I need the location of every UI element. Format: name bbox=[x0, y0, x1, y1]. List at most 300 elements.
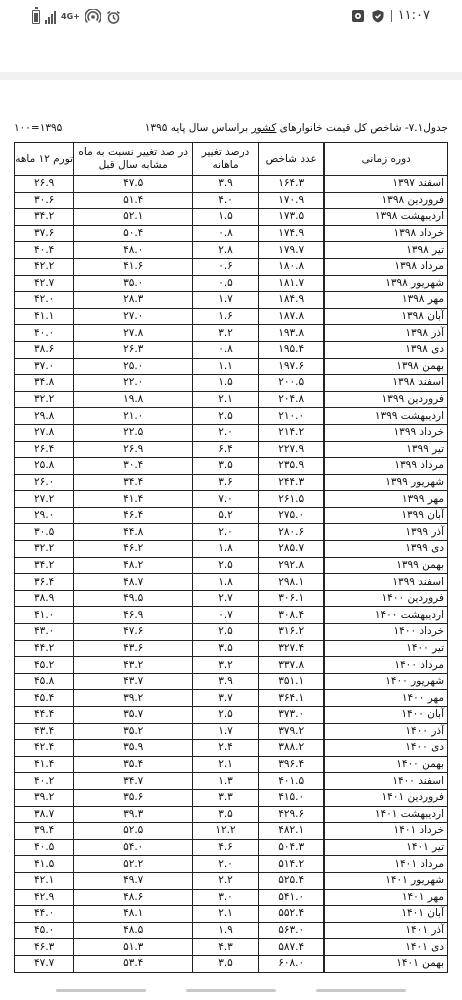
cell-monthly-change: ۳.۰ bbox=[193, 889, 259, 906]
cell-period: فروردین ۱۳۹۸ bbox=[324, 192, 447, 209]
cell-inflation-12m: ۴۱.۰ bbox=[15, 607, 74, 624]
cell-period: خرداد ۱۳۹۹ bbox=[324, 424, 447, 441]
cell-yoy-change: ۴۱.۶ bbox=[74, 258, 193, 275]
header-inflation-12m: تورم ۱۲ ماهه bbox=[15, 143, 74, 176]
table-row bbox=[15, 524, 448, 541]
cell-period: خرداد ۱۳۹۸ bbox=[324, 225, 447, 242]
caption-text-after: براساس سال پایه ۱۳۹۵ bbox=[144, 122, 252, 134]
cell-yoy-change: ۵۴.۰ bbox=[74, 839, 193, 856]
cell-index: ۲۱۴.۲ bbox=[258, 424, 324, 441]
status-time: ۱۱:۰۷ bbox=[397, 8, 430, 23]
cell-monthly-change: ۱.۷ bbox=[193, 723, 259, 740]
cell-monthly-change: ۲.۵ bbox=[193, 707, 259, 724]
cell-monthly-change: ۰.۷ bbox=[193, 607, 259, 624]
cell-index: ۵۸۷.۴ bbox=[258, 939, 324, 956]
cell-period: آذر ۱۳۹۸ bbox=[324, 325, 447, 342]
table-row bbox=[15, 607, 448, 624]
cell-inflation-12m: ۳۰.۵ bbox=[15, 524, 74, 541]
table-row bbox=[15, 275, 448, 292]
cell-yoy-change: ۵۰.۴ bbox=[74, 225, 193, 242]
cell-inflation-12m: ۴۰.۲ bbox=[15, 773, 74, 790]
cell-monthly-change: ۲.۰ bbox=[193, 524, 259, 541]
cell-monthly-change: ۱.۳ bbox=[193, 773, 259, 790]
cell-period: شهریور ۱۳۹۸ bbox=[324, 275, 447, 292]
cell-period: اسفند ۱۳۹۹ bbox=[324, 574, 447, 591]
cell-index: ۲۸۵.۷ bbox=[258, 541, 324, 558]
cell-yoy-change: ۴۶.۹ bbox=[74, 607, 193, 624]
cell-yoy-change: ۵۱.۳ bbox=[74, 939, 193, 956]
cell-index: ۴۰۱.۵ bbox=[258, 773, 324, 790]
cell-inflation-12m: ۴۶.۳ bbox=[15, 939, 74, 956]
cell-monthly-change: ۲.۰ bbox=[193, 856, 259, 873]
cell-yoy-change: ۴۷.۵ bbox=[74, 176, 193, 193]
cell-inflation-12m: ۳۴.۲ bbox=[15, 209, 74, 226]
cell-index: ۳۱۶.۲ bbox=[258, 624, 324, 641]
table-row bbox=[15, 474, 448, 491]
cell-yoy-change: ۴۳.۶ bbox=[74, 640, 193, 657]
cell-yoy-change: ۲۸.۳ bbox=[74, 292, 193, 309]
cell-inflation-12m: ۳۴.۲ bbox=[15, 557, 74, 574]
cell-inflation-12m: ۴۷.۷ bbox=[15, 955, 74, 972]
cell-yoy-change: ۴۸.۵ bbox=[74, 922, 193, 939]
cell-monthly-change: ۰.۵ bbox=[193, 275, 259, 292]
cell-monthly-change: ۳.۹ bbox=[193, 176, 259, 193]
cell-period: مهر ۱۳۹۸ bbox=[324, 292, 447, 309]
cell-period: بهمن ۱۳۹۹ bbox=[324, 557, 447, 574]
cell-period: دی ۱۳۹۸ bbox=[324, 341, 447, 358]
cell-yoy-change: ۴۸.۶ bbox=[74, 889, 193, 906]
cell-inflation-12m: ۲۷.۲ bbox=[15, 491, 74, 508]
cell-period: فروردین ۱۳۹۹ bbox=[324, 391, 447, 408]
table-body bbox=[15, 176, 448, 973]
cell-inflation-12m: ۴۱.۵ bbox=[15, 856, 74, 873]
cell-inflation-12m: ۳۶.۴ bbox=[15, 574, 74, 591]
cell-period: مهر ۱۳۹۹ bbox=[324, 491, 447, 508]
table-row bbox=[15, 872, 448, 889]
cell-inflation-12m: ۴۲.۴ bbox=[15, 740, 74, 757]
cell-inflation-12m: ۴۰.۰ bbox=[15, 325, 74, 342]
cell-index: ۵۰۴.۳ bbox=[258, 839, 324, 856]
cell-index: ۲۰۰.۵ bbox=[258, 375, 324, 392]
cell-inflation-12m: ۴۵.۸ bbox=[15, 673, 74, 690]
table-row bbox=[15, 955, 448, 972]
cell-index: ۲۰۴.۸ bbox=[258, 391, 324, 408]
cell-inflation-12m: ۴۴.۴ bbox=[15, 707, 74, 724]
cell-period: آبان ۱۳۹۹ bbox=[324, 507, 447, 524]
cell-inflation-12m: ۴۳.۴ bbox=[15, 723, 74, 740]
header-period: دوره زمانی bbox=[324, 143, 447, 176]
cell-index: ۵۴۱.۰ bbox=[258, 889, 324, 906]
table-row bbox=[15, 358, 448, 375]
table-row bbox=[15, 939, 448, 956]
table-row bbox=[15, 723, 448, 740]
cell-monthly-change: ۳.۹ bbox=[193, 673, 259, 690]
cell-index: ۱۹۷.۶ bbox=[258, 358, 324, 375]
table-row bbox=[15, 192, 448, 209]
table-row bbox=[15, 225, 448, 242]
cell-yoy-change: ۵۲.۵ bbox=[74, 823, 193, 840]
caption-text-before: جدول۷.۱- شاخص کل قیمت خانوارهای bbox=[276, 122, 448, 134]
cell-monthly-change: ۳.۳ bbox=[193, 789, 259, 806]
cell-index: ۵۱۴.۲ bbox=[258, 856, 324, 873]
cell-index: ۴۸۲.۱ bbox=[258, 823, 324, 840]
cell-monthly-change: ۶.۴ bbox=[193, 441, 259, 458]
base-year-note: ۱۳۹۵=۱۰۰ bbox=[14, 122, 63, 134]
cell-index: ۵۶۳.۰ bbox=[258, 922, 324, 939]
cell-yoy-change: ۲۱.۰ bbox=[74, 408, 193, 425]
table-row bbox=[15, 325, 448, 342]
table-row bbox=[15, 258, 448, 275]
cell-inflation-12m: ۴۲.۷ bbox=[15, 275, 74, 292]
cell-inflation-12m: ۲۹.۰ bbox=[15, 507, 74, 524]
cell-index: ۱۸۷.۸ bbox=[258, 308, 324, 325]
cell-yoy-change: ۵۲.۲ bbox=[74, 856, 193, 873]
table-row bbox=[15, 673, 448, 690]
cell-monthly-change: ۰.۸ bbox=[193, 341, 259, 358]
cell-period: مرداد ۱۴۰۰ bbox=[324, 657, 447, 674]
cell-yoy-change: ۲۷.۰ bbox=[74, 308, 193, 325]
cell-yoy-change: ۵۱.۴ bbox=[74, 192, 193, 209]
cell-yoy-change: ۳۵.۲ bbox=[74, 723, 193, 740]
shield-icon bbox=[371, 9, 385, 23]
cell-monthly-change: ۴.۶ bbox=[193, 839, 259, 856]
table-header-row bbox=[15, 143, 448, 176]
cell-monthly-change: ۳.۵ bbox=[193, 458, 259, 475]
table-row bbox=[15, 839, 448, 856]
cell-period: خرداد ۱۴۰۱ bbox=[324, 823, 447, 840]
cell-index: ۲۲۷.۹ bbox=[258, 441, 324, 458]
cell-inflation-12m: ۳۷.۰ bbox=[15, 358, 74, 375]
cell-monthly-change: ۳.۶ bbox=[193, 474, 259, 491]
cell-yoy-change: ۵۲.۱ bbox=[74, 209, 193, 226]
cell-index: ۲۹۸.۱ bbox=[258, 574, 324, 591]
cell-index: ۴۱۵.۰ bbox=[258, 789, 324, 806]
cell-yoy-change: ۲۲.۰ bbox=[74, 375, 193, 392]
cell-monthly-change: ۲.۵ bbox=[193, 408, 259, 425]
caption-row bbox=[14, 122, 448, 138]
cell-inflation-12m: ۳۸.۹ bbox=[15, 590, 74, 607]
hotspot-icon bbox=[85, 9, 101, 25]
cell-index: ۲۸۰.۶ bbox=[258, 524, 324, 541]
cell-index: ۲۳۵.۹ bbox=[258, 458, 324, 475]
cell-index: ۳۰۸.۴ bbox=[258, 607, 324, 624]
cell-yoy-change: ۴۸.۲ bbox=[74, 557, 193, 574]
cell-yoy-change: ۳۵.۷ bbox=[74, 707, 193, 724]
cell-yoy-change: ۴۹.۷ bbox=[74, 872, 193, 889]
nav-handle[interactable] bbox=[56, 989, 146, 992]
cell-inflation-12m: ۴۴.۲ bbox=[15, 640, 74, 657]
cell-period: تیر ۱۴۰۰ bbox=[324, 640, 447, 657]
header-index: عدد شاخص bbox=[258, 143, 324, 176]
cell-monthly-change: ۳.۷ bbox=[193, 690, 259, 707]
cell-index: ۱۶۴.۳ bbox=[258, 176, 324, 193]
cell-period: اردیبهشت ۱۴۰۰ bbox=[324, 607, 447, 624]
cell-period: آذر ۱۴۰۰ bbox=[324, 723, 447, 740]
table-row bbox=[15, 823, 448, 840]
cell-monthly-change: ۴.۳ bbox=[193, 939, 259, 956]
cell-index: ۲۹۲.۸ bbox=[258, 557, 324, 574]
cell-yoy-change: ۳۰.۴ bbox=[74, 458, 193, 475]
cell-monthly-change: ۳.۵ bbox=[193, 640, 259, 657]
cell-yoy-change: ۳۹.۲ bbox=[74, 690, 193, 707]
cell-inflation-12m: ۴۴.۰ bbox=[15, 906, 74, 923]
cell-monthly-change: ۳.۵ bbox=[193, 955, 259, 972]
table-row bbox=[15, 209, 448, 226]
cell-index: ۲۴۴.۳ bbox=[258, 474, 324, 491]
cell-period: تیر ۱۴۰۱ bbox=[324, 839, 447, 856]
cell-inflation-12m: ۳۸.۷ bbox=[15, 806, 74, 823]
cell-yoy-change: ۳۹.۳ bbox=[74, 806, 193, 823]
header-monthly-change: درصد تغییر ماهانه bbox=[193, 143, 259, 176]
cell-inflation-12m: ۲۶.۴ bbox=[15, 441, 74, 458]
cell-monthly-change: ۱.۶ bbox=[193, 308, 259, 325]
cell-yoy-change: ۳۵.۹ bbox=[74, 740, 193, 757]
cell-yoy-change: ۱۹.۸ bbox=[74, 391, 193, 408]
cell-period: شهریور ۱۳۹۹ bbox=[324, 474, 447, 491]
cell-period: اردیبهشت ۱۳۹۹ bbox=[324, 408, 447, 425]
cell-period: فروردین ۱۴۰۱ bbox=[324, 789, 447, 806]
table-row bbox=[15, 292, 448, 309]
cell-yoy-change: ۲۲.۵ bbox=[74, 424, 193, 441]
document-page[interactable] bbox=[0, 80, 462, 980]
cell-yoy-change: ۲۶.۹ bbox=[74, 441, 193, 458]
cell-period: مرداد ۱۳۹۹ bbox=[324, 458, 447, 475]
cell-period: مهر ۱۴۰۱ bbox=[324, 889, 447, 906]
cell-inflation-12m: ۴۵.۴ bbox=[15, 690, 74, 707]
cell-period: آذر ۱۴۰۱ bbox=[324, 922, 447, 939]
cell-index: ۴۲۹.۶ bbox=[258, 806, 324, 823]
cell-inflation-12m: ۳۲.۲ bbox=[15, 541, 74, 558]
cell-yoy-change: ۳۴.۷ bbox=[74, 773, 193, 790]
table-row bbox=[15, 624, 448, 641]
cell-inflation-12m: ۳۹.۲ bbox=[15, 789, 74, 806]
cell-index: ۳۶۴.۱ bbox=[258, 690, 324, 707]
cell-inflation-12m: ۲۵.۸ bbox=[15, 458, 74, 475]
cell-monthly-change: ۲.۴ bbox=[193, 740, 259, 757]
cell-index: ۳۸۸.۲ bbox=[258, 740, 324, 757]
cell-index: ۳۷۳.۰ bbox=[258, 707, 324, 724]
cell-monthly-change: ۳.۲ bbox=[193, 657, 259, 674]
table-row bbox=[15, 640, 448, 657]
cell-period: اسفند ۱۴۰۰ bbox=[324, 773, 447, 790]
nav-handle[interactable] bbox=[186, 989, 276, 992]
cell-index: ۳۹۶.۴ bbox=[258, 756, 324, 773]
status-bar bbox=[0, 0, 462, 34]
cell-inflation-12m: ۴۱.۱ bbox=[15, 308, 74, 325]
alarm-icon bbox=[106, 10, 121, 25]
cell-period: آبان ۱۳۹۸ bbox=[324, 308, 447, 325]
cell-yoy-change: ۳۵.۴ bbox=[74, 756, 193, 773]
cell-index: ۱۹۵.۴ bbox=[258, 341, 324, 358]
price-index-table bbox=[14, 142, 448, 973]
cell-monthly-change: ۱.۵ bbox=[193, 209, 259, 226]
table-row bbox=[15, 590, 448, 607]
cell-inflation-12m: ۴۲.۲ bbox=[15, 258, 74, 275]
cell-period: مرداد ۱۳۹۸ bbox=[324, 258, 447, 275]
table-row bbox=[15, 541, 448, 558]
cell-inflation-12m: ۲۶.۹ bbox=[15, 176, 74, 193]
cell-inflation-12m: ۳۸.۶ bbox=[15, 341, 74, 358]
table-row bbox=[15, 856, 448, 873]
cell-period: دی ۱۳۹۹ bbox=[324, 541, 447, 558]
nav-handle[interactable] bbox=[316, 989, 406, 992]
cell-inflation-12m: ۴۰.۴ bbox=[15, 242, 74, 259]
cell-monthly-change: ۲.۲ bbox=[193, 872, 259, 889]
table-row bbox=[15, 889, 448, 906]
cell-inflation-12m: ۴۱.۴ bbox=[15, 756, 74, 773]
cell-monthly-change: ۰.۸ bbox=[193, 225, 259, 242]
cell-period: تیر ۱۳۹۹ bbox=[324, 441, 447, 458]
cell-period: خرداد ۱۴۰۰ bbox=[324, 624, 447, 641]
cell-index: ۳۳۷.۸ bbox=[258, 657, 324, 674]
cell-period: دی ۱۴۰۱ bbox=[324, 939, 447, 956]
cell-index: ۳۵۱.۱ bbox=[258, 673, 324, 690]
cell-period: بهمن ۱۴۰۰ bbox=[324, 756, 447, 773]
table-row bbox=[15, 408, 448, 425]
table-row bbox=[15, 690, 448, 707]
cell-period: اردیبهشت ۱۳۹۸ bbox=[324, 209, 447, 226]
table-row bbox=[15, 707, 448, 724]
table-row bbox=[15, 308, 448, 325]
table-row bbox=[15, 391, 448, 408]
cell-inflation-12m: ۳۲.۲ bbox=[15, 391, 74, 408]
cell-inflation-12m: ۳۴.۸ bbox=[15, 375, 74, 392]
caption-underlined-word: کشور bbox=[251, 122, 277, 134]
cell-yoy-change: ۳۴.۴ bbox=[74, 474, 193, 491]
cell-period: آذر ۱۳۹۹ bbox=[324, 524, 447, 541]
cell-monthly-change: ۱.۵ bbox=[193, 375, 259, 392]
cell-index: ۵۲۵.۴ bbox=[258, 872, 324, 889]
viewer-divider bbox=[0, 72, 462, 80]
cell-inflation-12m: ۴۲.۱ bbox=[15, 872, 74, 889]
table-row bbox=[15, 906, 448, 923]
cell-monthly-change: ۱۲.۲ bbox=[193, 823, 259, 840]
cell-yoy-change: ۴۸.۰ bbox=[74, 242, 193, 259]
table-row bbox=[15, 441, 448, 458]
cell-period: آبان ۱۴۰۱ bbox=[324, 906, 447, 923]
cell-index: ۳۲۷.۴ bbox=[258, 640, 324, 657]
cell-monthly-change: ۳.۲ bbox=[193, 325, 259, 342]
cell-yoy-change: ۴۶.۴ bbox=[74, 507, 193, 524]
cell-inflation-12m: ۴۵.۲ bbox=[15, 657, 74, 674]
cell-period: دی ۱۴۰۰ bbox=[324, 740, 447, 757]
cell-index: ۲۱۰.۰ bbox=[258, 408, 324, 425]
cell-index: ۱۷۳.۵ bbox=[258, 209, 324, 226]
navigation-bar bbox=[0, 989, 462, 992]
cell-index: ۱۷۹.۷ bbox=[258, 242, 324, 259]
network-type-label: 4G+ bbox=[61, 12, 80, 21]
viewer-top-area bbox=[0, 34, 462, 74]
cell-yoy-change: ۵۳.۴ bbox=[74, 955, 193, 972]
cell-yoy-change: ۴۴.۸ bbox=[74, 524, 193, 541]
cell-yoy-change: ۴۷.۶ bbox=[74, 624, 193, 641]
cell-monthly-change: ۱.۷ bbox=[193, 292, 259, 309]
cell-period: بهمن ۱۴۰۱ bbox=[324, 955, 447, 972]
cell-yoy-change: ۳۵.۰ bbox=[74, 275, 193, 292]
cell-yoy-change: ۴۸.۱ bbox=[74, 906, 193, 923]
table-row bbox=[15, 806, 448, 823]
cell-period: اسفند ۱۳۹۷ bbox=[324, 176, 447, 193]
cell-yoy-change: ۴۶.۲ bbox=[74, 541, 193, 558]
cell-monthly-change: ۲.۱ bbox=[193, 906, 259, 923]
app-notification-icon bbox=[351, 9, 365, 23]
cell-inflation-12m: ۳۹.۴ bbox=[15, 823, 74, 840]
cell-period: شهریور ۱۴۰۰ bbox=[324, 673, 447, 690]
table-row bbox=[15, 574, 448, 591]
table-row bbox=[15, 458, 448, 475]
table-row bbox=[15, 756, 448, 773]
cell-inflation-12m: ۲۶.۰ bbox=[15, 474, 74, 491]
cell-monthly-change: ۱.۹ bbox=[193, 922, 259, 939]
table-row bbox=[15, 491, 448, 508]
cell-period: بهمن ۱۳۹۸ bbox=[324, 358, 447, 375]
cell-inflation-12m: ۳۰.۶ bbox=[15, 192, 74, 209]
table-row bbox=[15, 773, 448, 790]
cell-yoy-change: ۴۳.۷ bbox=[74, 673, 193, 690]
status-icons-right bbox=[351, 8, 430, 23]
cell-inflation-12m: ۴۲.۰ bbox=[15, 292, 74, 309]
cell-monthly-change: ۵.۲ bbox=[193, 507, 259, 524]
table-row bbox=[15, 375, 448, 392]
table-row bbox=[15, 341, 448, 358]
header-yoy-change: در صد تغییر نسبت به ماه مشابه سال قبل bbox=[74, 143, 193, 176]
cell-monthly-change: ۲.۱ bbox=[193, 391, 259, 408]
cell-index: ۲۶۱.۵ bbox=[258, 491, 324, 508]
cell-yoy-change: ۲۵.۰ bbox=[74, 358, 193, 375]
cell-inflation-12m: ۴۲.۹ bbox=[15, 889, 74, 906]
cell-inflation-12m: ۳۷.۶ bbox=[15, 225, 74, 242]
table-row bbox=[15, 657, 448, 674]
cell-index: ۶۰۸.۰ bbox=[258, 955, 324, 972]
cell-inflation-12m: ۲۹.۸ bbox=[15, 408, 74, 425]
table-row bbox=[15, 176, 448, 193]
status-icons-left bbox=[32, 9, 121, 25]
cell-index: ۱۷۴.۹ bbox=[258, 225, 324, 242]
cell-monthly-change: ۴.۰ bbox=[193, 192, 259, 209]
cell-monthly-change: ۱.۸ bbox=[193, 541, 259, 558]
cell-period: مرداد ۱۴۰۱ bbox=[324, 856, 447, 873]
cell-monthly-change: ۲.۷ bbox=[193, 590, 259, 607]
table-caption bbox=[145, 122, 448, 134]
status-separator bbox=[391, 10, 392, 22]
cell-monthly-change: ۱.۸ bbox=[193, 574, 259, 591]
cell-period: آبان ۱۴۰۰ bbox=[324, 707, 447, 724]
cell-monthly-change: ۲.۵ bbox=[193, 557, 259, 574]
cell-index: ۳۰۶.۱ bbox=[258, 590, 324, 607]
cell-period: مهر ۱۴۰۰ bbox=[324, 690, 447, 707]
cell-period: اسفند ۱۳۹۸ bbox=[324, 375, 447, 392]
table-row bbox=[15, 789, 448, 806]
cell-period: شهریور ۱۴۰۱ bbox=[324, 872, 447, 889]
cell-yoy-change: ۴۹.۵ bbox=[74, 590, 193, 607]
table-row bbox=[15, 424, 448, 441]
signal-strength-icon bbox=[45, 10, 56, 24]
cell-yoy-change: ۲۶.۳ bbox=[74, 341, 193, 358]
cell-yoy-change: ۴۸.۷ bbox=[74, 574, 193, 591]
table-row bbox=[15, 740, 448, 757]
cell-index: ۱۸۴.۹ bbox=[258, 292, 324, 309]
cell-yoy-change: ۴۳.۲ bbox=[74, 657, 193, 674]
cell-monthly-change: ۲.۰ bbox=[193, 424, 259, 441]
cell-monthly-change: ۱.۱ bbox=[193, 358, 259, 375]
table-row bbox=[15, 922, 448, 939]
cell-period: فروردین ۱۴۰۰ bbox=[324, 590, 447, 607]
cell-monthly-change: ۲.۱ bbox=[193, 756, 259, 773]
cell-yoy-change: ۲۷.۸ bbox=[74, 325, 193, 342]
cell-inflation-12m: ۴۵.۰ bbox=[15, 922, 74, 939]
cell-inflation-12m: ۴۰.۵ bbox=[15, 839, 74, 856]
cell-monthly-change: ۷.۰ bbox=[193, 491, 259, 508]
